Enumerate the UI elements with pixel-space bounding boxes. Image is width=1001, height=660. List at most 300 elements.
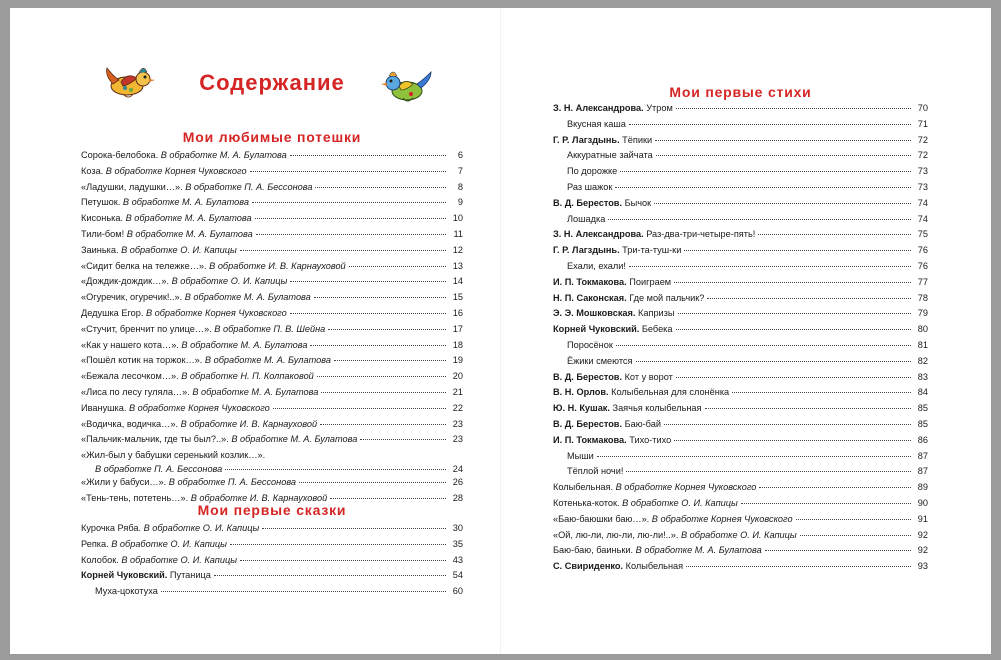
- toc-entry-adaptation-note: В обработке М. А. Булатова: [122, 197, 249, 208]
- toc-entry-title: [553, 356, 633, 366]
- toc-page-number: 74: [917, 197, 928, 208]
- toc-entry: [81, 150, 463, 166]
- toc-entry: [81, 539, 463, 555]
- toc-entry-work: Ехали, ехали!: [567, 260, 626, 271]
- toc-page-number: 74: [917, 213, 928, 224]
- toc-leader-dots: [707, 297, 911, 299]
- toc-entry-work: Петушок.: [81, 197, 123, 208]
- toc-page-number: 79: [917, 308, 928, 319]
- toc-entry-title: [553, 103, 673, 113]
- toc-entry-title: [81, 150, 287, 160]
- toc-entry-title: [553, 514, 793, 524]
- toc-entry: [81, 340, 463, 356]
- toc-page-number: 76: [917, 260, 928, 271]
- toc-list-potehki: [81, 150, 463, 509]
- toc-leader-dots: [626, 470, 911, 472]
- toc-entry-adaptation-note: В обработке Корнея Чуковского: [145, 307, 287, 318]
- toc-entry-title: [81, 371, 314, 381]
- toc-entry-title: [81, 197, 249, 207]
- toc-leader-dots: [796, 518, 911, 520]
- toc-entry-work: «Бежала лесочком…».: [81, 371, 182, 382]
- toc-list-skazki: [81, 523, 463, 602]
- toc-page-number: 10: [452, 213, 463, 224]
- toc-entry: [553, 103, 928, 119]
- toc-entry: [81, 371, 463, 387]
- toc-entry-adaptation-note: В обработке Корнея Чуковского: [615, 482, 757, 493]
- toc-entry-author: И. П. Токмакова.: [553, 434, 627, 445]
- toc-entry: [81, 261, 463, 277]
- section-title-stihi: Мои первые стихи: [669, 84, 812, 100]
- toc-entry: [81, 523, 463, 539]
- toc-entry-title: [81, 182, 312, 192]
- toc-entry-title: [553, 293, 704, 303]
- toc-leader-dots: [705, 407, 911, 409]
- toc-leader-dots: [290, 280, 446, 282]
- toc-entry-work: «Жил-был у бабушки серенький козлик…».: [81, 450, 266, 461]
- book-spread: [10, 8, 991, 654]
- toc-entry-adaptation-note: В обработке М. А. Булатова: [181, 339, 308, 350]
- toc-leader-dots: [676, 328, 911, 330]
- toc-entry-adaptation-note: В обработке М. А. Булатова: [126, 228, 253, 239]
- toc-entry-title: [553, 198, 651, 208]
- toc-entry: [81, 403, 463, 419]
- toc-leader-dots: [240, 249, 446, 251]
- toc-entry-title: [81, 570, 211, 580]
- toc-entry: [553, 561, 928, 577]
- toc-page-number: 70: [917, 103, 928, 113]
- toc-entry-author: В. Н. Орлов.: [553, 387, 609, 398]
- toc-page-number: 11: [453, 228, 463, 239]
- toc-leader-dots: [256, 233, 446, 235]
- toc-entry-author: Э. Э. Мошковская.: [553, 308, 636, 319]
- toc-entry: [81, 570, 463, 586]
- toc-leader-dots: [615, 186, 911, 188]
- toc-entry-work: «Стучит, бренчит по улице…».: [81, 323, 215, 334]
- toc-entry-title: [553, 372, 673, 382]
- toc-leader-dots: [759, 486, 911, 488]
- toc-page-number: 73: [917, 166, 928, 177]
- toc-entry-work: «Пошёл котик на торжок…».: [81, 355, 205, 366]
- toc-entry: [81, 245, 463, 261]
- toc-entry: [81, 182, 463, 198]
- toc-page-number: 85: [917, 418, 928, 429]
- toc-page-number: 7: [457, 165, 463, 176]
- toc-leader-dots: [262, 527, 446, 529]
- toc-entry-adaptation-note: В обработке П. В. Шейна: [214, 323, 326, 334]
- toc-leader-dots: [230, 543, 446, 545]
- toc-entry: [553, 372, 928, 388]
- toc-page-number: 87: [917, 450, 928, 461]
- toc-page-number: 35: [452, 538, 463, 549]
- toc-entry-title: [81, 261, 346, 271]
- toc-page-number: 81: [917, 339, 928, 350]
- toc-entry-title: [553, 277, 671, 287]
- toc-entry-work: «Водичка, водичка…».: [81, 418, 181, 429]
- toc-page-number: 9: [457, 197, 463, 208]
- toc-page-number: 20: [452, 371, 463, 382]
- toc-page-number: 93: [917, 561, 928, 572]
- toc-entry-adaptation-note: В обработке О. И. Капицы: [622, 497, 738, 508]
- toc-entry-work: Баю-бай: [622, 418, 661, 429]
- page-gutter: [500, 8, 501, 654]
- toc-entry: [553, 198, 928, 214]
- toc-entry-title: [81, 340, 307, 350]
- toc-entry-work: «Пальчик-мальчик, где ты был?..».: [81, 434, 232, 445]
- toc-entry-work: Колыбельная.: [553, 482, 616, 493]
- toc-leader-dots: [317, 375, 446, 377]
- toc-entry-adaptation-note: В обработке М. А. Булатова: [184, 292, 311, 303]
- toc-leader-dots: [225, 468, 446, 470]
- toc-entry-adaptation-note: В обработке И. В. Карнауховой: [180, 418, 318, 429]
- toc-entry-adaptation-note: В обработке М. А. Булатова: [160, 150, 287, 160]
- toc-entry-title: [553, 451, 594, 461]
- toc-page-number: 75: [917, 229, 928, 240]
- toc-leader-dots: [620, 170, 911, 172]
- toc-entry-title: [553, 340, 613, 350]
- toc-entry: [553, 498, 928, 514]
- toc-list-stihi: [553, 103, 928, 577]
- toc-page-number: 15: [452, 292, 463, 303]
- toc-entry-work: Колыбельная для слонёнка: [608, 387, 730, 398]
- toc-entry-work: Заячья колыбельная: [609, 403, 702, 414]
- toc-leader-dots: [674, 439, 911, 441]
- toc-entry-title: [553, 119, 626, 129]
- toc-entry-adaptation-note: В обработке М. А. Булатова: [635, 545, 762, 556]
- toc-entry-title: [553, 135, 652, 145]
- toc-entry-work: Колобок.: [81, 554, 122, 565]
- toc-entry: [553, 245, 928, 261]
- toc-entry-adaptation-note: В обработке И. В. Карнауховой: [190, 493, 328, 504]
- toc-page-number: 76: [917, 245, 928, 256]
- toc-entry-work: «Баю-баюшки баю…».: [553, 513, 652, 524]
- toc-entry-work: Утром: [643, 103, 673, 113]
- toc-entry-adaptation-note: В обработке М. А. Булатова: [125, 213, 252, 224]
- toc-leader-dots: [255, 217, 446, 219]
- toc-entry: [81, 213, 463, 229]
- toc-entry-author: Корней Чуковский.: [81, 570, 168, 581]
- toc-entry-work: Ёжики смеются: [567, 355, 633, 366]
- toc-entry-title: [81, 434, 357, 444]
- toc-leader-dots: [741, 502, 911, 504]
- toc-page-number: 13: [452, 260, 463, 271]
- toc-entry: [81, 434, 463, 450]
- toc-leader-dots: [664, 423, 911, 425]
- toc-entry-adaptation-note: В обработке М. А. Булатова: [204, 355, 331, 366]
- toc-entry: [81, 276, 463, 292]
- toc-entry-adaptation-note: В обработке Н. П. Колпаковой: [181, 371, 314, 382]
- toc-leader-dots: [299, 481, 446, 483]
- toc-entry-work: Тёпики: [619, 134, 653, 145]
- toc-entry: [81, 450, 463, 464]
- toc-entry-author: Г. Р. Лагздынь.: [553, 134, 620, 145]
- toc-leader-dots: [334, 359, 446, 361]
- toc-entry-title: [81, 450, 265, 460]
- toc-page-number: 28: [452, 493, 463, 504]
- toc-entry-work: Сорока-белобока.: [81, 150, 161, 160]
- toc-page-number: 19: [452, 355, 463, 366]
- toc-entry-adaptation-note: В обработке О. И. Капицы: [171, 276, 288, 287]
- toc-page-number: 72: [917, 150, 928, 161]
- toc-leader-dots: [328, 328, 446, 330]
- toc-entry-author: З. Н. Александрова.: [553, 103, 644, 113]
- toc-entry: [553, 214, 928, 230]
- toc-page-number: 43: [452, 554, 463, 565]
- toc-entry-author: И. П. Токмакова.: [553, 276, 627, 287]
- toc-entry-title: [553, 229, 755, 239]
- toc-entry-work: Коза.: [81, 165, 106, 176]
- toc-entry: [553, 135, 928, 151]
- toc-entry-author: Г. Р. Лагздынь.: [553, 245, 620, 256]
- toc-page-number: 22: [452, 402, 463, 413]
- toc-page-number: 23: [452, 434, 463, 445]
- toc-leader-dots: [674, 281, 911, 283]
- toc-entry-work: «Лиса по лесу гуляла…».: [81, 386, 193, 397]
- contents-title: Содержание: [199, 70, 345, 95]
- toc-entry-author: В. Д. Берестов.: [553, 371, 623, 382]
- toc-page-number: 18: [452, 339, 463, 350]
- toc-entry-title: [81, 403, 270, 413]
- toc-entry-title: [553, 482, 756, 492]
- toc-leader-dots: [684, 249, 911, 251]
- toc-leader-dots: [732, 391, 911, 393]
- toc-leader-dots: [273, 407, 446, 409]
- toc-entry-title: [553, 308, 675, 318]
- toc-entry: [81, 586, 463, 602]
- toc-entry: [553, 387, 928, 403]
- section-title-potehki: Мои любимые потешки: [182, 129, 362, 145]
- toc-entry-title: [81, 245, 237, 255]
- toc-entry-work: Тили-бом!: [81, 228, 127, 239]
- toc-page-number: 24: [452, 463, 463, 474]
- toc-entry-title: [553, 466, 623, 476]
- toc-leader-dots: [629, 123, 911, 125]
- toc-entry: [553, 356, 928, 372]
- toc-page-number: 91: [917, 513, 928, 524]
- toc-entry-work: Бычок: [622, 197, 652, 208]
- toc-entry-work: Репка.: [81, 538, 112, 549]
- toc-entry-work: По дорожке: [567, 166, 618, 177]
- toc-page-number: 17: [452, 323, 463, 334]
- toc-entry-work: Кот у ворот: [622, 371, 673, 382]
- toc-entry-author: Н. П. Саконская.: [553, 292, 627, 303]
- toc-entry-title: [81, 523, 259, 533]
- toc-entry-title: [81, 387, 318, 397]
- toc-entry: [81, 308, 463, 324]
- toc-entry: [553, 340, 928, 356]
- toc-entry-title: [553, 530, 797, 540]
- toc-leader-dots: [636, 360, 912, 362]
- toc-entry-title: [81, 229, 253, 239]
- toc-entry: [553, 419, 928, 435]
- toc-entry: [553, 261, 928, 277]
- toc-entry-work: Вкусная каша: [567, 118, 626, 129]
- toc-entry: [553, 435, 928, 451]
- toc-page-number: 83: [917, 371, 928, 382]
- toc-entry-title: [81, 324, 325, 334]
- toc-leader-dots: [320, 423, 446, 425]
- toc-entry-work: Раз шажок: [567, 181, 613, 192]
- toc-leader-dots: [252, 201, 446, 203]
- toc-entry-title: [553, 498, 738, 508]
- toc-entry: [81, 197, 463, 213]
- toc-entry-adaptation-note: В обработке М. А. Булатова: [192, 386, 319, 397]
- toc-entry-work: «Дождик-дождик…».: [81, 276, 172, 287]
- toc-entry-work: «Ой, лю-ли, лю-ли, лю-ли!..».: [553, 529, 681, 540]
- toc-entry-title: [553, 387, 729, 397]
- toc-entry-adaptation-note: В обработке И. В. Карнауховой: [209, 260, 346, 271]
- toc-entry-work: «Сидит белка на тележке…».: [81, 260, 210, 271]
- toc-page-number: 54: [452, 570, 463, 581]
- toc-entry: [553, 308, 928, 324]
- toc-page-number: 6: [457, 150, 463, 160]
- toc-entry-author: С. Свириденко.: [553, 561, 624, 572]
- toc-entry: [81, 419, 463, 435]
- toc-leader-dots: [656, 154, 911, 156]
- toc-entry: [81, 464, 463, 478]
- toc-page-number: 92: [917, 545, 928, 556]
- toc-page-number: 26: [452, 477, 463, 488]
- toc-leader-dots: [314, 296, 446, 298]
- toc-entry: [81, 166, 463, 182]
- toc-entry-work: Раз-два-три-четыре-пять!: [643, 229, 756, 240]
- toc-entry-title: [553, 435, 671, 445]
- toc-page-number: 86: [917, 434, 928, 445]
- toc-entry-work: Дедушка Егор.: [81, 307, 146, 318]
- toc-leader-dots: [349, 265, 446, 267]
- toc-leader-dots: [214, 574, 446, 576]
- toc-entry: [553, 545, 928, 561]
- toc-entry-work: Иванушка.: [81, 402, 129, 413]
- toc-entry-title: [81, 276, 287, 286]
- toc-entry-work: Колыбельная: [623, 561, 684, 572]
- toc-page-number: 8: [457, 181, 463, 192]
- toc-entry-work: Путаница: [167, 570, 211, 581]
- toc-entry-work: Капризы: [635, 308, 675, 319]
- toc-entry-work: Муха-цокотуха: [95, 586, 158, 597]
- toc-entry: [81, 229, 463, 245]
- toc-page-number: 12: [452, 244, 463, 255]
- toc-entry-title: [81, 586, 158, 596]
- toc-entry: [553, 482, 928, 498]
- toc-entry: [81, 477, 463, 493]
- toc-entry-work: Лошадка: [567, 213, 606, 224]
- toc-entry: [553, 119, 928, 135]
- toc-entry-adaptation-note: В обработке П. А. Бессонова: [185, 181, 313, 192]
- toc-leader-dots: [597, 455, 911, 457]
- toc-entry: [81, 355, 463, 371]
- toc-leader-dots: [686, 565, 911, 567]
- toc-entry: [81, 555, 463, 571]
- toc-page-number: 60: [452, 586, 463, 597]
- toc-entry-title: [553, 561, 683, 571]
- toc-entry: [553, 514, 928, 530]
- toc-leader-dots: [250, 170, 446, 172]
- toc-entry-work: Тёплой ночи!: [567, 466, 624, 477]
- toc-entry-title: [553, 261, 626, 271]
- toc-entry-work: Поиграем: [626, 276, 672, 287]
- toc-entry-title: [81, 555, 237, 565]
- toc-entry: [81, 324, 463, 340]
- toc-entry-title: [81, 308, 287, 318]
- toc-leader-dots: [310, 344, 446, 346]
- toc-entry-adaptation-note: В обработке О. И. Капицы: [143, 523, 260, 533]
- toc-entry-author: В. Д. Берестов.: [553, 418, 623, 429]
- toc-page-number: 71: [917, 118, 928, 129]
- toc-entry: [553, 166, 928, 182]
- toc-entry: [553, 530, 928, 546]
- toc-entry-author: З. Н. Александрова.: [553, 229, 644, 240]
- toc-entry-work: «Как у нашего кота…».: [81, 339, 182, 350]
- toc-entry-work: Где мой пальчик?: [626, 292, 705, 303]
- toc-entry: [553, 229, 928, 245]
- toc-entry-adaptation-note: В обработке Корнея Чуковского: [128, 402, 270, 413]
- toc-entry: [553, 277, 928, 293]
- toc-entry-author: Ю. Н. Кушак.: [553, 403, 610, 414]
- toc-entry-work: Бебека: [639, 324, 673, 335]
- toc-entry-work: Котенька-коток.: [553, 497, 623, 508]
- toc-entry-work: Заинька.: [81, 244, 122, 255]
- toc-page-number: 30: [452, 523, 463, 533]
- toc-entry-work: «Огуречик, огуречик!..».: [81, 292, 185, 303]
- toc-entry: [81, 292, 463, 308]
- toc-entry-title: [553, 403, 702, 413]
- toc-page-number: 92: [917, 529, 928, 540]
- toc-entry-adaptation-note: В обработке О. И. Капицы: [121, 244, 237, 255]
- toc-leader-dots: [676, 107, 911, 109]
- toc-entry-work: Поросёнок: [567, 339, 613, 350]
- toc-entry-work: Курочка Ряба.: [81, 523, 144, 533]
- toc-entry-title: [81, 213, 252, 223]
- toc-entry: [553, 182, 928, 198]
- toc-leader-dots: [655, 139, 911, 141]
- toc-entry: [553, 403, 928, 419]
- toc-entry: [553, 466, 928, 482]
- toc-leader-dots: [290, 154, 446, 156]
- toc-entry-title: [81, 355, 331, 365]
- toc-entry-work: Три-та-туш-ки: [619, 245, 682, 256]
- section-title-skazki: Мои первые сказки: [197, 502, 347, 518]
- toc-leader-dots: [161, 590, 446, 592]
- toc-entry-adaptation-note: В обработке М. А. Булатова: [231, 434, 358, 445]
- toc-entry-title: [553, 245, 681, 255]
- toc-entry-work: Баю-баю, баиньки.: [553, 545, 636, 556]
- toc-entry: [81, 387, 463, 403]
- toc-entry-title: [81, 464, 222, 474]
- toc-leader-dots: [360, 438, 446, 440]
- toc-entry-work: Аккуратные зайчата: [567, 150, 653, 161]
- toc-leader-dots: [678, 312, 912, 314]
- toc-page-number: 89: [917, 482, 928, 493]
- toc-entry-title: [553, 150, 653, 160]
- toc-entry-title: [553, 214, 605, 224]
- toc-leader-dots: [616, 344, 911, 346]
- toc-entry-author: В. Д. Берестов.: [553, 197, 623, 208]
- toc-page-number: 73: [917, 181, 928, 192]
- toc-page-number: 16: [452, 307, 463, 318]
- bird-right-illustration: [381, 66, 433, 106]
- toc-page-number: 77: [917, 276, 928, 287]
- toc-page-number: 90: [917, 497, 928, 508]
- toc-leader-dots: [240, 559, 446, 561]
- toc-entry-work: «Тень-тень, потетень…».: [81, 493, 191, 504]
- left-page: [81, 8, 463, 654]
- toc-entry: [553, 293, 928, 309]
- toc-entry-work: Мыши: [567, 450, 594, 461]
- toc-leader-dots: [330, 497, 446, 499]
- toc-page-number: 87: [917, 466, 928, 477]
- toc-entry-adaptation-note: В обработке Корнея Чуковского: [651, 513, 793, 524]
- toc-entry-work: «Жили у бабуси…».: [81, 477, 169, 488]
